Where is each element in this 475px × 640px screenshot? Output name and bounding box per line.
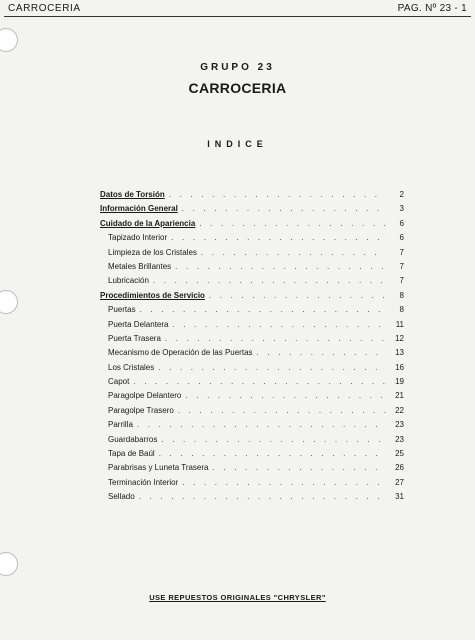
toc-entry [100,248,404,262]
toc-leader-dots [257,348,386,357]
toc-entry [100,406,404,420]
toc-entry-label: Paragolpe Trasero [108,405,174,415]
footer-note: USE REPUESTOS ORIGINALES "CHRYSLER" [149,593,326,602]
toc-entry-page: 12 [395,333,404,343]
toc-entry [100,377,404,391]
toc-entry [100,305,404,319]
toc-entry-label: Tapizado Interior [108,233,168,243]
toc-entry-label: Los Cristales [108,362,155,372]
toc-entry-page: 2 [399,190,404,199]
toc-entry-page: 16 [395,362,404,372]
toc-leader-dots [133,377,386,386]
toc-entry-page: 27 [395,477,404,487]
toc-entry-page: 26 [395,463,404,473]
toc-entry-label: Limpieza de los Cristales [108,247,197,257]
toc-entry-page: 8 [399,290,404,300]
toc-entry-label: Información General [100,204,178,214]
toc-entry-page: 6 [399,218,404,228]
binder-hole-top [0,28,18,52]
toc-leader-dots [153,276,386,285]
toc-leader-dots [158,363,386,372]
toc-leader-dots [213,463,387,472]
toc-entry [100,492,404,506]
toc-leader-dots [139,492,386,501]
toc-entry-label: Puerta Trasera [108,333,161,343]
toc-entry-label: Metales Brillantes [108,261,172,271]
toc-entry [100,435,404,449]
toc-entry [100,219,404,233]
toc-entry-page: 7 [399,247,404,257]
toc-entry [100,478,404,492]
toc-entry-label: Parabrisas y Luneta Trasera [108,463,209,473]
toc-entry [100,363,404,377]
toc-entry-page: 23 [395,434,404,444]
binder-hole-bottom [0,552,18,576]
toc-leader-dots [182,204,386,213]
toc-entry-label: Paragolpe Delantero [108,391,182,401]
header-rule [4,16,471,17]
toc-leader-dots [209,291,386,300]
toc-leader-dots [171,233,386,242]
header-page-ref: PAG. Nº 23 - 1 [397,3,467,14]
group-label: GRUPO 23 [200,62,275,73]
toc-entry [100,463,404,477]
toc-leader-dots [182,478,386,487]
toc-entry [100,391,404,405]
toc-entry-label: Puertas [108,305,136,315]
index-heading: INDICE [207,139,268,149]
toc-entry-page: 7 [399,261,404,271]
toc-entry-page: 3 [399,204,404,214]
toc-entry [100,204,404,218]
toc-entry-page: 25 [395,449,404,459]
toc-entry-label: Cuidado de la Apariencia [100,218,196,228]
toc-leader-dots [137,420,386,429]
toc-leader-dots [169,190,386,199]
toc-entry-page: 31 [395,492,404,502]
table-of-contents [100,190,404,507]
toc-entry-label: Tapa de Baúl [108,449,155,459]
toc-entry [100,420,404,434]
toc-entry-label: Parrilla [108,420,133,430]
toc-entry [100,320,404,334]
toc-entry-label: Lubricación [108,276,149,286]
toc-entry [100,348,404,362]
toc-leader-dots [161,435,386,444]
toc-entry-page: 22 [395,405,404,415]
toc-entry-label: Terminación Interior [108,477,179,487]
toc-leader-dots [159,449,386,458]
toc-entry-page: 23 [395,420,404,430]
toc-entry-page: 6 [399,233,404,243]
toc-leader-dots [201,248,386,257]
toc-entry-page: 11 [395,319,404,329]
toc-leader-dots [178,406,386,415]
toc-entry-label: Guardabarros [108,434,158,444]
toc-entry [100,276,404,290]
toc-leader-dots [140,305,386,314]
toc-leader-dots [172,320,386,329]
toc-entry-page: 13 [395,348,404,358]
toc-leader-dots [199,219,386,228]
toc-entry [100,449,404,463]
page-title: CARROCERIA [188,80,287,96]
binder-hole-middle [0,290,18,314]
toc-entry-page: 21 [395,391,404,401]
toc-entry-label: Puerta Delantera [108,319,169,329]
toc-entry [100,262,404,276]
toc-entry [100,233,404,247]
toc-entry [100,291,404,305]
toc-leader-dots [185,391,386,400]
toc-leader-dots [175,262,386,271]
toc-entry [100,334,404,348]
toc-entry-page: 7 [399,276,404,286]
toc-entry-label: Mecanismo de Operación de las Puertas [108,348,253,358]
toc-entry-page: 8 [399,305,404,315]
toc-entry-label: Capot [108,377,130,387]
toc-entry-label: Procedimientos de Servicio [100,290,205,300]
toc-entry-page: 19 [395,377,404,387]
toc-entry-label: Datos de Torsión [100,190,165,199]
toc-entry [100,190,404,204]
header-section: CARROCERIA [8,3,81,14]
toc-entry-label: Sellado [108,492,135,502]
toc-leader-dots [165,334,386,343]
